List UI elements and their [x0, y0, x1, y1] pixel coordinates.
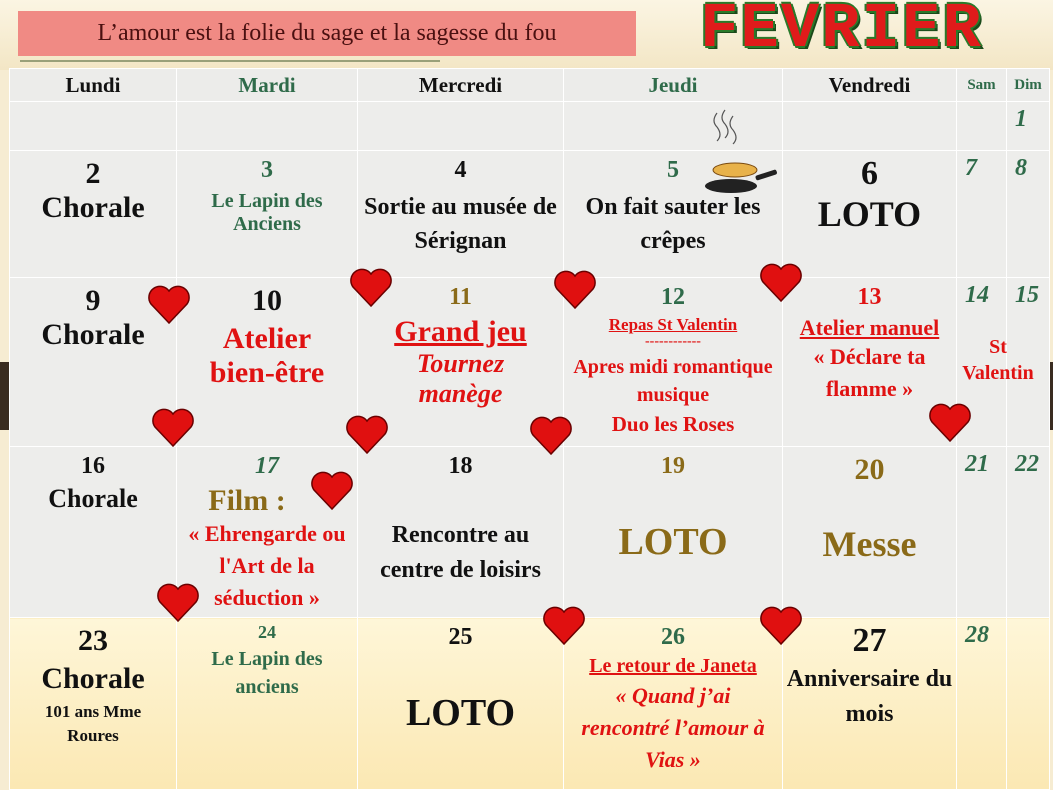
day-number: 25 [448, 624, 473, 650]
day-cell-28 [957, 618, 1007, 790]
day-cell-2 [10, 151, 177, 278]
heart-icon [529, 414, 573, 458]
day-number: 21 [965, 451, 989, 477]
event-label: Apres midi romantique musique [573, 356, 773, 406]
header-mercredi: Mercredi [358, 69, 564, 102]
day-number: 11 [449, 284, 472, 310]
heart-icon [147, 283, 191, 327]
heart-icon [542, 604, 586, 648]
heart-icon [553, 268, 597, 312]
heart-icon [156, 581, 200, 625]
day-number: 24 [258, 622, 276, 642]
day-number: 5 [667, 157, 679, 183]
event-label: Chorale [41, 662, 145, 695]
day-cell-19 [564, 447, 783, 618]
day-cell-20 [783, 447, 957, 618]
day-number: 14 [965, 282, 989, 308]
day-number: 12 [661, 284, 685, 310]
heart-icon [759, 261, 803, 305]
heart-icon [759, 604, 803, 648]
day-number: 6 [861, 155, 878, 192]
event-label: Chorale [48, 484, 138, 513]
day-number: 8 [1015, 155, 1027, 181]
heart-icon [310, 469, 354, 513]
day-number: 20 [854, 453, 885, 486]
day-cell-23 [10, 618, 177, 790]
header-dimanche: Dim [1007, 69, 1050, 102]
day-cell-empty [358, 102, 564, 151]
event-label: LOTO [618, 521, 728, 563]
day-cell-empty [177, 102, 358, 151]
day-number: 27 [852, 622, 887, 659]
day-cell-24 [177, 618, 358, 790]
event-label: Atelier manuel [799, 315, 940, 340]
event-label: Sortie au musée de Sérignan [364, 194, 557, 254]
pancake-pan-icon [697, 108, 777, 198]
event-label: Chorale [41, 318, 145, 351]
week-row-5 [10, 618, 1050, 790]
heart-icon [345, 413, 389, 457]
header-mardi: Mardi [177, 69, 358, 102]
day-cell-8 [1007, 151, 1050, 278]
event-label: 101 ans Mme Roures [44, 702, 142, 745]
event-label: LOTO [817, 194, 922, 234]
day-cell-22 [1007, 447, 1050, 618]
event-label: manège [418, 379, 503, 408]
event-label: « Déclare ta flamme » [813, 344, 926, 401]
day-number: 16 [81, 453, 105, 479]
day-cell-16 [10, 447, 177, 618]
event-label: Film : [208, 484, 286, 517]
event-label: « Quand j’ai rencontré l’amour à Vias » [581, 683, 765, 772]
event-label: Anniversaire du mois [786, 666, 953, 727]
event-label: Grand jeu [394, 315, 527, 348]
day-number: 3 [261, 157, 273, 183]
day-number: 26 [661, 624, 685, 650]
day-cell-6 [783, 151, 957, 278]
day-cell-10 [177, 278, 358, 447]
event-label: On fait sauter les crêpes [585, 194, 761, 254]
day-cell-21 [957, 447, 1007, 618]
header-vendredi: Vendredi [783, 69, 957, 102]
event-label: Atelier [222, 322, 312, 355]
event-label: Le Lapin des anciens [211, 648, 323, 698]
day-number: 1 [1015, 106, 1027, 132]
st-valentin-label: St Valentin [962, 336, 1034, 384]
day-cell-3 [177, 151, 358, 278]
day-cell-empty [10, 102, 177, 151]
event-label: Le Lapin des Anciens [211, 190, 323, 235]
day-cell-4 [358, 151, 564, 278]
event-label: Duo les Roses [611, 412, 735, 436]
event-label: Messe [822, 524, 917, 564]
event-label: LOTO [405, 692, 516, 734]
day-number: 18 [448, 453, 473, 479]
week-row-1 [10, 102, 1050, 151]
header-lundi: Lundi [10, 69, 177, 102]
decorative-line [20, 60, 440, 62]
day-number: 28 [965, 622, 989, 648]
day-cell-empty [957, 102, 1007, 151]
day-number: 10 [252, 284, 282, 317]
weekday-header-row [10, 69, 1050, 102]
event-separator: ------------ [645, 334, 701, 349]
day-cell-25 [358, 618, 564, 790]
event-label: Chorale [41, 191, 145, 224]
day-number: 13 [857, 284, 882, 310]
day-number: 19 [661, 453, 685, 479]
day-number: 9 [85, 284, 101, 317]
day-number: 23 [78, 624, 108, 657]
day-cell-26 [564, 618, 783, 790]
heart-icon [349, 266, 393, 310]
week-row-2 [10, 151, 1050, 278]
event-label: Rencontre au centre de loisirs [380, 522, 541, 583]
day-number: 2 [85, 157, 101, 190]
heart-icon [928, 401, 972, 445]
day-cell-1 [1007, 102, 1050, 151]
event-label: Repas St Valentin [608, 315, 738, 334]
day-number: 7 [965, 155, 977, 181]
quote-banner: L’amour est la folie du sage et la sagesse du fou [18, 11, 636, 56]
event-label: Le retour de Janeta [589, 655, 757, 677]
day-number: 15 [1015, 282, 1039, 308]
day-cell-27 [783, 618, 957, 790]
day-cell-empty [1007, 618, 1050, 790]
event-label: Tournez [416, 349, 505, 378]
day-number: 22 [1015, 451, 1039, 477]
day-cell-7 [957, 151, 1007, 278]
day-cell-empty [783, 102, 957, 151]
month-title: FEVRIER [700, 0, 983, 66]
day-number: 4 [454, 157, 467, 183]
day-number: 17 [255, 453, 279, 479]
day-cell-18 [358, 447, 564, 618]
event-label: bien-être [209, 356, 325, 389]
header-jeudi: Jeudi [564, 69, 783, 102]
header-samedi: Sam [957, 69, 1007, 102]
event-label: « Ehrengarde ou l'Art de la séduction » [188, 521, 346, 610]
heart-icon [151, 406, 195, 450]
